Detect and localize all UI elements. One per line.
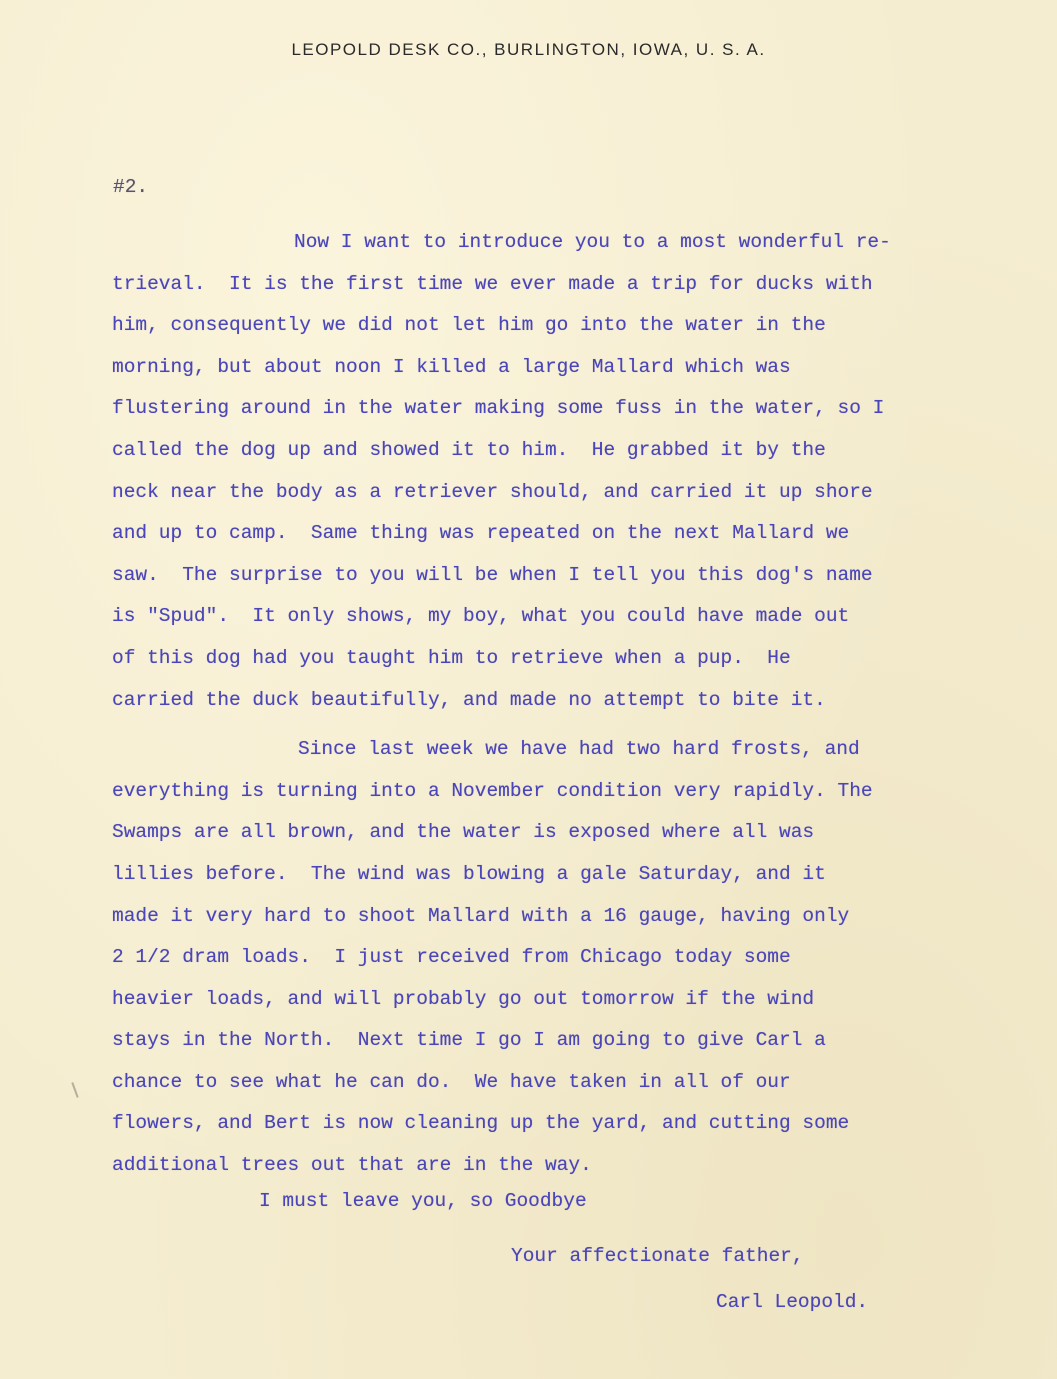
paragraph-2-line: additional trees out that are in the way. — [112, 1154, 592, 1177]
paragraph-1-line: morning, but about noon I killed a large Mallard which was — [112, 355, 791, 378]
paragraph-1-line: and up to camp. Same thing was repeated on the next Mallard we — [112, 522, 850, 545]
page-number: #2. — [113, 176, 149, 198]
paragraph-1-line: trieval. It is the first time we ever made a trip for ducks with — [112, 272, 873, 295]
closing-line: I must leave you, so Goodbye — [259, 1190, 587, 1212]
letter-body — [112, 222, 962, 1187]
paragraph-1-line: flustering around in the water making some fuss in the water, so I — [112, 397, 885, 420]
paragraph-1-line: carried the duck beautifully, and made no attempt to bite it. — [112, 688, 826, 711]
paragraph-1-line: him, consequently we did not let him go into the water in the — [112, 314, 826, 337]
paragraph-2-line: flowers, and Bert is now cleaning up the yard, and cutting some — [112, 1112, 850, 1135]
paragraph-1-line: saw. The surprise to you will be when I tell you this dog's name — [112, 563, 873, 586]
signature: Carl Leopold. — [716, 1291, 869, 1313]
paragraph-2-line: lillies before. The wind was blowing a gale Saturday, and it — [112, 862, 826, 885]
paragraph-2-line: made it very hard to shoot Mallard with a 16 gauge, having only — [112, 904, 850, 927]
margin-mark — [71, 1082, 78, 1098]
paragraph-1-line: Now I want to introduce you to a most wonderful re- — [294, 231, 891, 253]
paragraph-1-line: neck near the body as a retriever should, and carried it up shore — [112, 480, 873, 503]
paragraph-2-line: everything is turning into a November condition very rapidly. The — [112, 779, 873, 802]
paragraph-2-line: heavier loads, and will probably go out tomorrow if the wind — [112, 987, 815, 1010]
complimentary-close: Your affectionate father, — [511, 1245, 804, 1267]
letterhead: LEOPOLD DESK CO., BURLINGTON, IOWA, U. S. A. — [291, 40, 766, 59]
paragraph-2-line: stays in the North. Next time I go I am going to give Carl a — [112, 1029, 826, 1052]
paragraph-2-line: Since last week we have had two hard frosts, and — [298, 738, 860, 761]
paragraph-1-line: called the dog up and showed it to him. He grabbed it by the — [112, 438, 826, 461]
paragraph-gap — [112, 721, 962, 729]
paragraph-2-line: Swamps are all brown, and the water is exposed where all was — [112, 821, 815, 844]
paragraph-2-line: chance to see what he can do. We have taken in all of our — [112, 1070, 791, 1093]
paragraph-1-line: of this dog had you taught him to retrieve when a pup. He — [112, 646, 791, 669]
paragraph-1-line: is "Spud". It only shows, my boy, what you could have made out — [112, 605, 850, 628]
paragraph-2-line: 2 1/2 dram loads. I just received from Chicago today some — [112, 946, 791, 969]
